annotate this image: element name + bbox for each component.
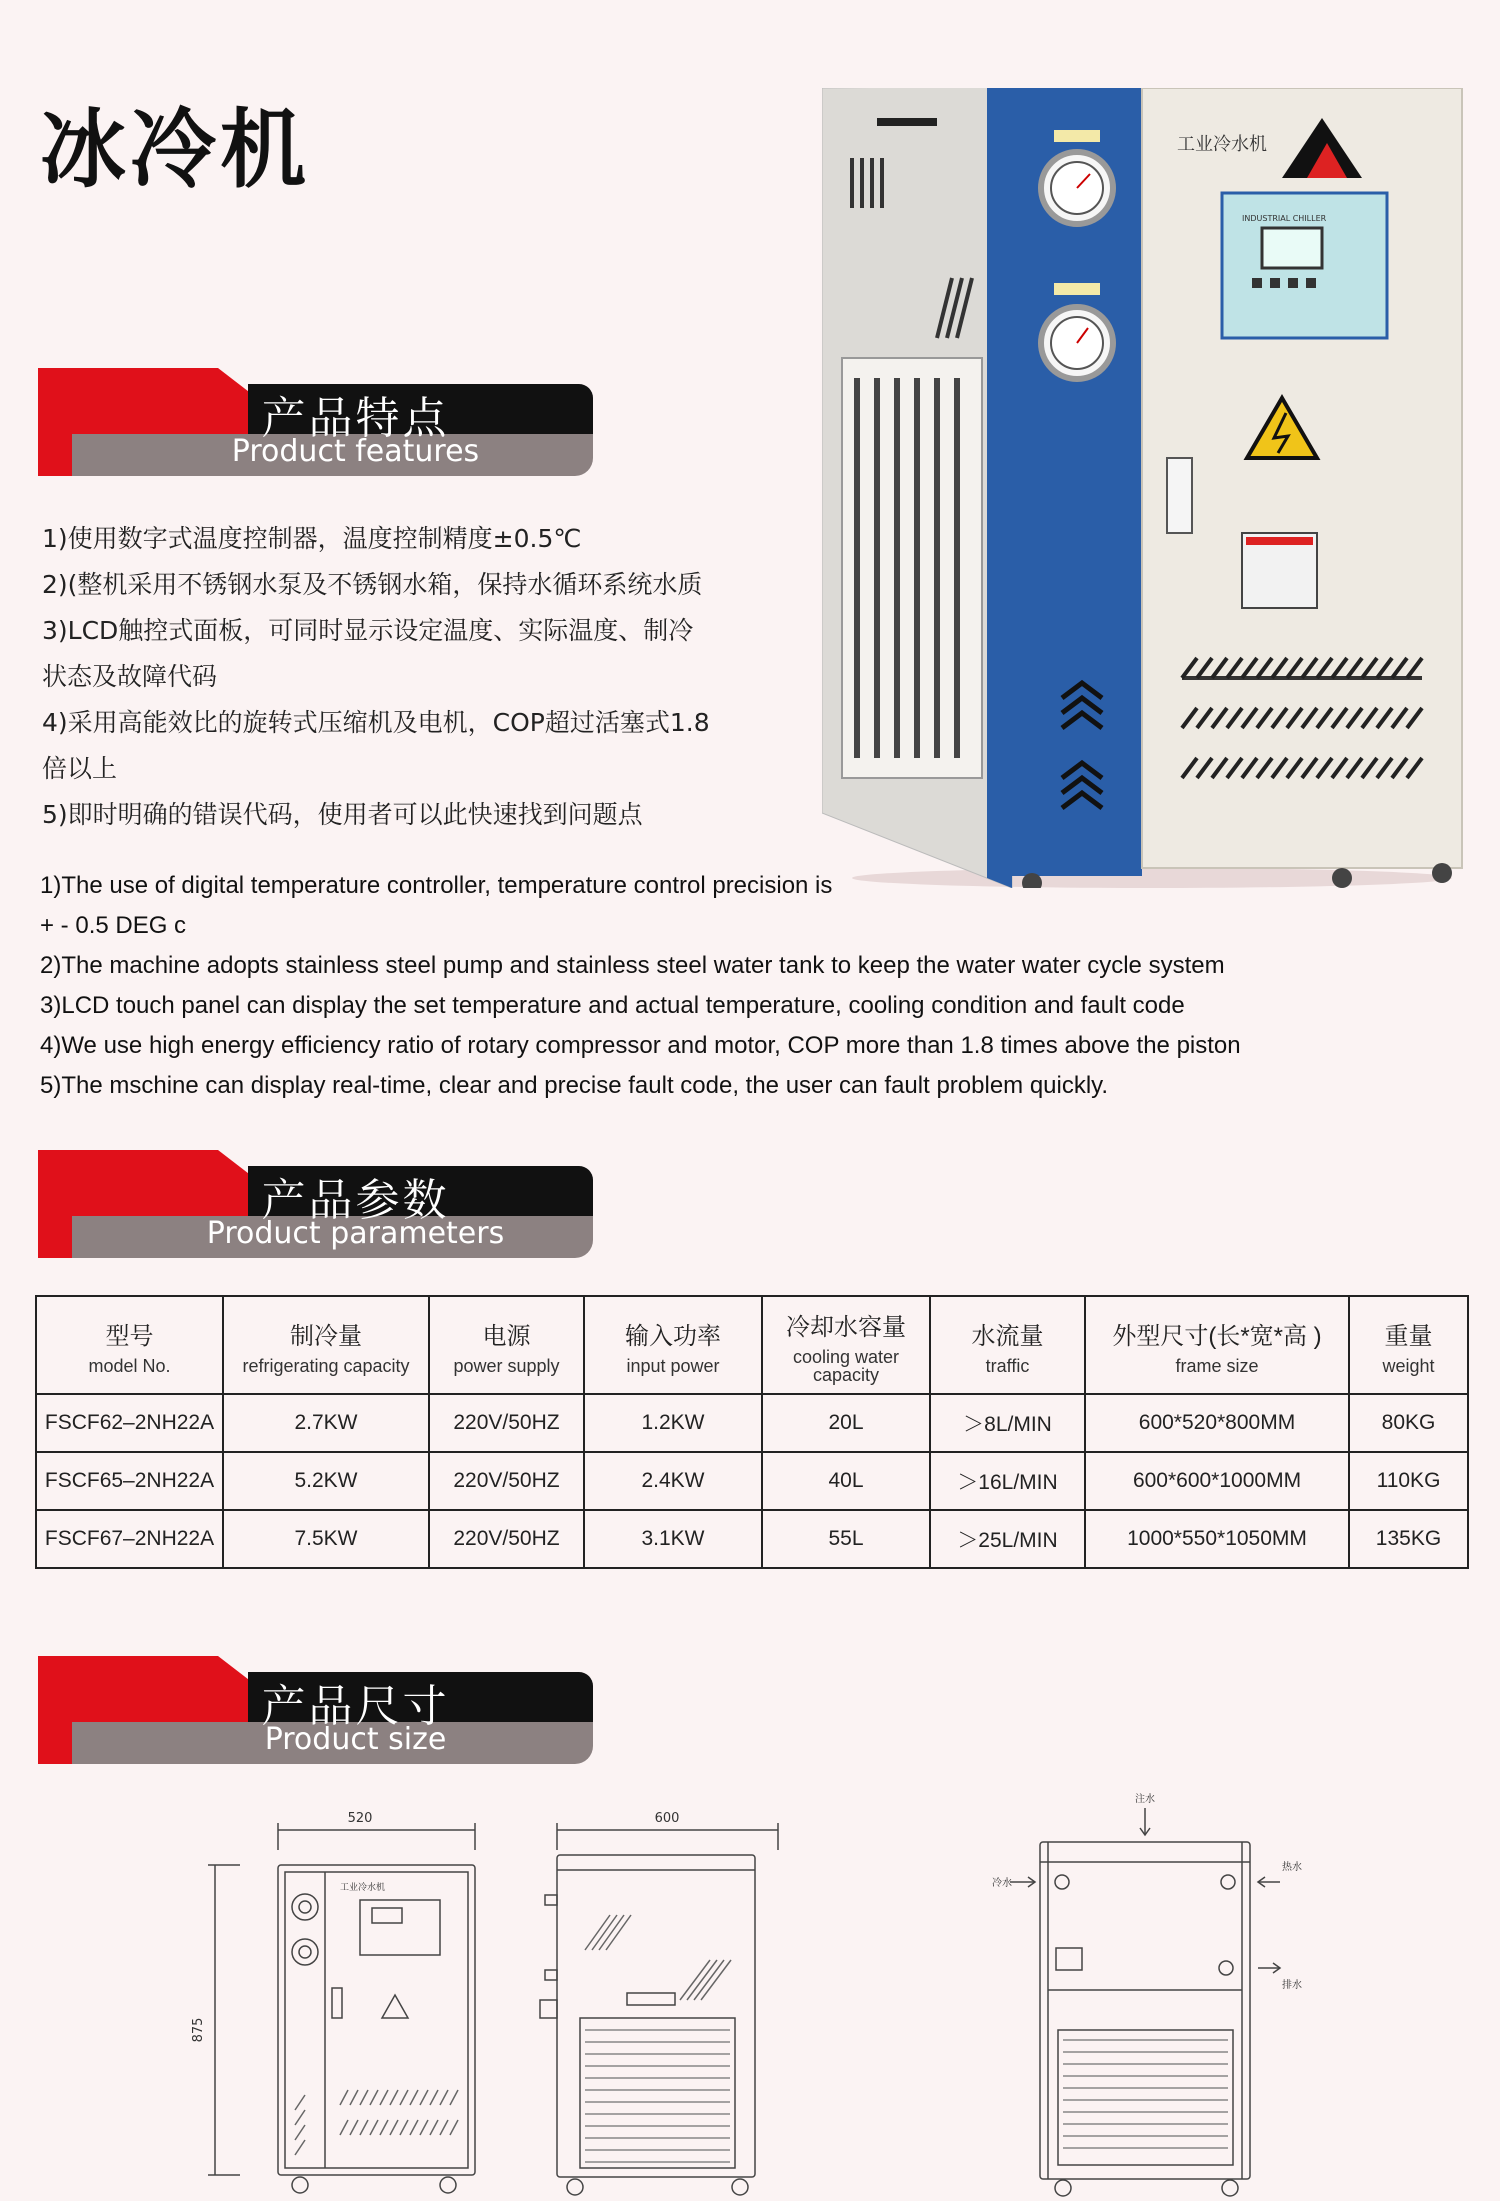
feature-line-en: 3)LCD touch panel can display the set temperature and actual temperature, cooling condition and fault code — [40, 992, 1185, 1019]
section-banner-features — [38, 368, 593, 476]
dim-width-side: 600 — [654, 1811, 680, 1826]
table-header-cell: 外型尺寸(长*宽*高 ) frame size — [1085, 1296, 1349, 1394]
machine-front-label: 工业冷水机 — [1177, 134, 1267, 155]
drawing-front-view — [208, 1823, 475, 2193]
section-banner-size — [38, 1656, 593, 1764]
section-title-cn: 产品尺寸 — [261, 1681, 450, 1732]
machine-panel-label: INDUSTRIAL CHILLER — [1242, 214, 1327, 223]
table-cell: 1.2KW — [584, 1394, 762, 1452]
features-en-list — [40, 866, 1440, 1106]
table-cell: 220V/50HZ — [429, 1394, 584, 1452]
drawing-drain-label: 排水 — [1282, 1980, 1302, 1991]
table-cell: ＞16L/MIN — [930, 1452, 1085, 1510]
chiller-product-photo — [822, 88, 1482, 888]
technical-drawings — [180, 1790, 1380, 2201]
section-title-cn: 产品特点 — [261, 393, 450, 444]
table-cell: 600*600*1000MM — [1085, 1452, 1349, 1510]
table-header-cell: 电源 power supply — [429, 1296, 584, 1394]
section-banner-parameters — [38, 1150, 593, 1258]
features-cn-list — [42, 516, 822, 838]
table-cell: FSCF62–2NH22A — [36, 1394, 223, 1452]
table-cell: 5.2KW — [223, 1452, 429, 1510]
feature-line: 3)LCD触控式面板，可同时显示设定温度、实际温度、制冷 — [42, 616, 694, 645]
table-header-cell: 型号 model No. — [36, 1296, 223, 1394]
table-cell: 135KG — [1349, 1510, 1468, 1568]
table-header-cell: 水流量 traffic — [930, 1296, 1085, 1394]
table-header-cell: 冷却水容量 cooling water capacity — [762, 1296, 930, 1394]
feature-line-en: 5)The mschine can display real-time, clear and precise fault code, the user can fault problem quickly. — [40, 1072, 1109, 1099]
feature-line-en: + - 0.5 DEG c — [40, 912, 187, 939]
table-cell: 220V/50HZ — [429, 1452, 584, 1510]
table-header-cell: 制冷量 refrigerating capacity — [223, 1296, 429, 1394]
section-title-cn: 产品参数 — [261, 1175, 450, 1226]
table-cell: 1000*550*1050MM — [1085, 1510, 1349, 1568]
drawing-side-view — [540, 1823, 778, 2195]
table-cell: 80KG — [1349, 1394, 1468, 1452]
table-cell: 55L — [762, 1510, 930, 1568]
table-cell: FSCF67–2NH22A — [36, 1510, 223, 1568]
drawing-back-view — [1010, 1808, 1280, 2196]
table-cell: 110KG — [1349, 1452, 1468, 1510]
feature-line-en: 1)The use of digital temperature controller, temperature control precision is — [40, 872, 833, 899]
table-cell: 2.7KW — [223, 1394, 429, 1452]
table-header-cell: 重量 weight — [1349, 1296, 1468, 1394]
feature-line-en: 2)The machine adopts stainless steel pump and stainless steel water tank to keep the water water cycle system — [40, 952, 1225, 979]
drawing-hot-water-label: 热水 — [1282, 1862, 1302, 1873]
table-header-cell: 输入功率 input power — [584, 1296, 762, 1394]
parameters-table — [35, 1295, 1469, 1569]
section-title-en: Product features — [231, 434, 480, 469]
table-row — [36, 1452, 1468, 1510]
feature-line: 状态及故障代码 — [42, 662, 218, 691]
dim-width-front: 520 — [347, 1811, 373, 1826]
dim-height: 875 — [191, 2017, 206, 2043]
feature-line: 1)使用数字式温度控制器，温度控制精度±0.5℃ — [42, 524, 582, 553]
feature-line: 5)即时明确的错误代码，使用者可以此快速找到问题点 — [42, 800, 643, 829]
table-cell: ＞25L/MIN — [930, 1510, 1085, 1568]
table-cell: FSCF65–2NH22A — [36, 1452, 223, 1510]
section-title-en: Product parameters — [206, 1216, 505, 1251]
drawing-inlet-label: 注水 — [1135, 1794, 1155, 1805]
table-cell: 2.4KW — [584, 1452, 762, 1510]
table-row — [36, 1394, 1468, 1452]
drawing-front-label: 工业冷水机 — [340, 1883, 386, 1893]
table-cell: 3.1KW — [584, 1510, 762, 1568]
feature-line: 4)采用高能效比的旋转式压缩机及电机，COP超过活塞式1.8 — [42, 708, 710, 737]
table-cell: 220V/50HZ — [429, 1510, 584, 1568]
table-cell: 600*520*800MM — [1085, 1394, 1349, 1452]
table-header-row — [36, 1296, 1468, 1394]
table-cell: 40L — [762, 1452, 930, 1510]
feature-line: 倍以上 — [42, 754, 118, 783]
table-row — [36, 1510, 1468, 1568]
page-title: 冰冷机 — [40, 100, 310, 200]
feature-line: 2)(整机采用不锈钢水泵及不锈钢水箱，保持水循环系统水质 — [42, 570, 703, 599]
drawing-cold-water-label: 冷水 — [992, 1878, 1012, 1889]
table-cell: 20L — [762, 1394, 930, 1452]
feature-line-en: 4)We use high energy efficiency ratio of rotary compressor and motor, COP more than 1.8 times above the piston — [40, 1032, 1241, 1059]
table-cell: ＞8L/MIN — [930, 1394, 1085, 1452]
section-title-en: Product size — [264, 1722, 447, 1757]
table-cell: 7.5KW — [223, 1510, 429, 1568]
